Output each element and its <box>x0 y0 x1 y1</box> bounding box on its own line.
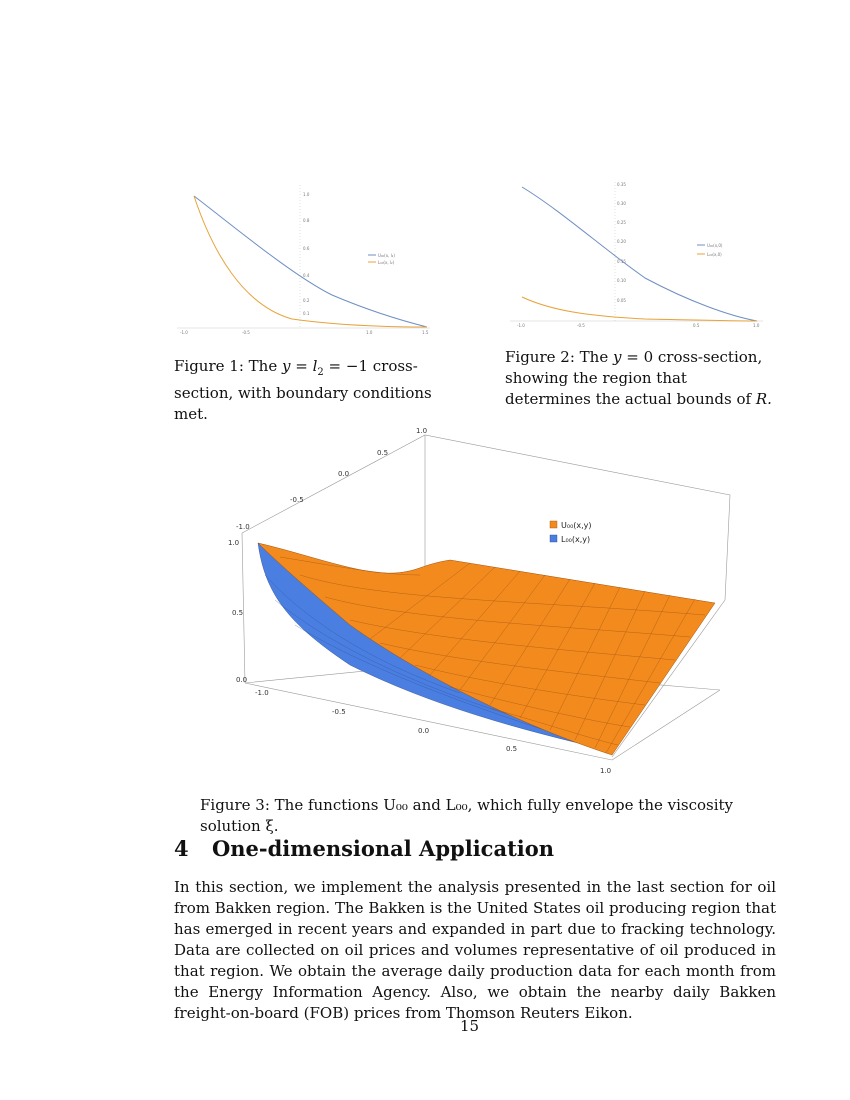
fig2-y-tick: 0.15 <box>617 259 626 264</box>
fig2-y-tick: 0.10 <box>617 278 626 283</box>
fig3-x-tick: -1.0 <box>255 689 269 697</box>
fig3-y-tick: 0.5 <box>377 449 389 457</box>
fig1-caption-prefix: Figure 1: <box>174 357 244 375</box>
fig1-caption-rest: cross-section, with boundary conditions met. <box>174 357 432 423</box>
page-number: 15 <box>460 1017 480 1035</box>
fig3-legend-swatch-lower <box>550 535 557 542</box>
fig2-y-tick: 0.05 <box>617 298 626 303</box>
fig2-legend-label-2: L₀₀(x,0) <box>707 252 722 257</box>
fig2-legend-label-1: U₀₀(x,0) <box>707 243 723 248</box>
fig3-upper-surface <box>258 543 715 755</box>
fig3-x-tick: 1.0 <box>600 767 612 775</box>
fig3-z-tick: 0.5 <box>232 609 244 617</box>
fig1-x-tick: -0.5 <box>242 330 250 335</box>
fig2-caption-prefix: Figure 2: <box>505 348 575 366</box>
fig2-caption-rest: cross-section, showing the region that determines the actual bounds of <box>505 348 763 408</box>
fig2-y-tick: 0.30 <box>617 201 626 206</box>
fig2-x-tick: 0.5 <box>693 323 700 328</box>
fig3-x-tick: 0.5 <box>506 745 518 753</box>
fig1-legend-label-2: L₀₀(x, l₂) <box>378 260 395 265</box>
fig1-x-tick: -1.0 <box>180 330 188 335</box>
figure-2-caption: Figure 2: The y = 0 cross-section, showing the region that determines the actual bounds of R. <box>505 348 772 408</box>
fig2-y-tick: 0.35 <box>617 182 626 187</box>
section-heading <box>174 836 554 861</box>
figure-1-plot <box>172 180 442 340</box>
fig2-y-tick: 0.20 <box>617 239 626 244</box>
fig3-y-tick: 0.0 <box>338 470 350 478</box>
fig2-y-tick: 0.25 <box>617 220 626 225</box>
fig3-legend-label-lower: L₀₀(x,y) <box>561 535 591 544</box>
figure-3-plot <box>220 425 740 780</box>
fig1-legend-label-1: U₀₀(x, l₂) <box>378 253 395 258</box>
fig2-caption-end: R. <box>755 390 772 408</box>
fig1-y-tick: 0.2 <box>303 298 310 303</box>
fig1-y-tick: 1.0 <box>303 192 310 197</box>
figure-2-plot <box>505 180 775 335</box>
fig2-upper-curve <box>522 187 757 321</box>
fig3-y-tick: 1.0 <box>416 427 428 435</box>
fig1-y-tick: 0.1 <box>303 311 310 316</box>
section-paragraph: In this section, we implement the analysis presented in the last section for oil from Bakken region. The Bakken is the United States oil producing region that has emerged in recent years and expanded in part due to fracking technology. Data are collected on oil prices and volumes representative of oil produced in that region. We obtain the average daily production data for each month from the Energy Information Agency. Also, we obtain the nearby daily Bakken freight-on-board (FOB) prices from Thomson Reuters Eikon. <box>174 878 776 1022</box>
section-number: 4 <box>174 836 189 861</box>
fig2-lower-curve <box>522 297 757 321</box>
fig3-y-tick: -0.5 <box>290 496 304 504</box>
fig2-x-tick: -1.0 <box>517 323 525 328</box>
fig2-x-tick: -0.5 <box>577 323 585 328</box>
fig3-x-tick: 0.0 <box>418 727 430 735</box>
fig1-y-tick: 0.8 <box>303 218 310 223</box>
figure-3-caption: Figure 3: The functions U₀₀ and L₀₀, which fully envelope the viscosity solution ξ. <box>200 796 734 835</box>
fig3-z-tick: 0.0 <box>236 676 248 684</box>
fig3-legend-swatch-upper <box>550 521 557 528</box>
figure-1-caption: Figure 1: The $y = l_2 = -1$ cross-section, with boundary conditions met. <box>174 357 432 423</box>
fig3-z-tick: 1.0 <box>228 539 240 547</box>
fig1-y-tick: 0.6 <box>303 246 310 251</box>
fig3-legend-label-upper: U₀₀(x,y) <box>561 521 592 530</box>
fig3-x-tick: -0.5 <box>332 708 346 716</box>
fig2-x-tick: 1.0 <box>753 323 760 328</box>
fig1-x-tick: 1.5 <box>422 330 429 335</box>
fig1-x-tick: 1.0 <box>366 330 373 335</box>
section-title: One-dimensional Application <box>211 836 555 861</box>
fig3-y-tick: -1.0 <box>236 523 250 531</box>
fig1-y-tick: 0.4 <box>303 273 310 278</box>
